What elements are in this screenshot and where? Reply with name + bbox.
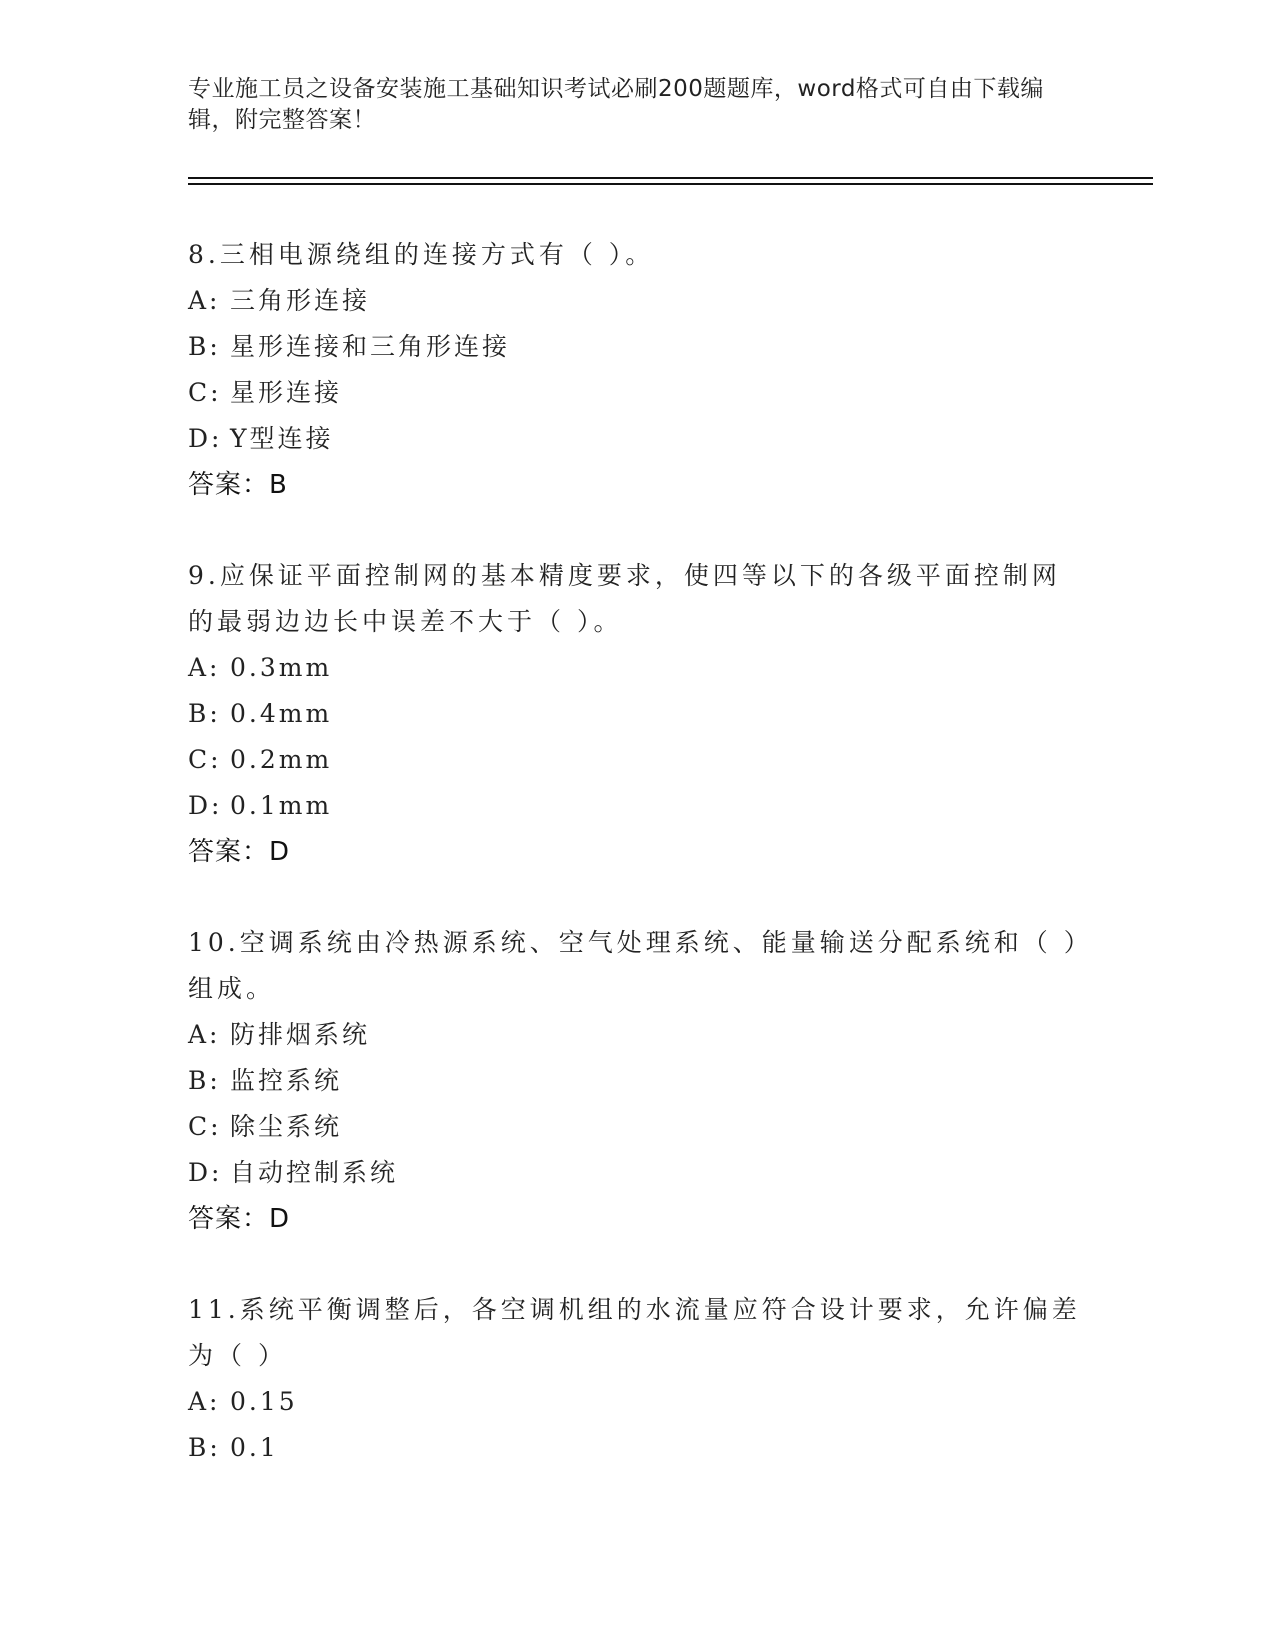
option-letter: A: [188, 1387, 221, 1416]
option-letter: B: [188, 1433, 221, 1462]
option-text: 0.2mm [230, 745, 333, 774]
option-text: 自动控制系统 [230, 1158, 399, 1187]
option-letter: D: [188, 1158, 223, 1187]
option-c [188, 1104, 1088, 1150]
option-letter: D: [188, 424, 223, 453]
option-c [188, 370, 1088, 416]
option-d [188, 416, 1088, 462]
option-text: 三角形连接 [230, 286, 371, 315]
document-header-title: 专业施工员之设备安装施工基础知识考试必刷200题题库，word格式可自由下载编辑，附完整答案！ [188, 76, 1044, 133]
option-text: 防排烟系统 [230, 1020, 371, 1049]
question-11 [188, 1287, 1088, 1471]
question-list [188, 232, 1088, 1516]
option-text: 除尘系统 [230, 1112, 343, 1141]
option-c [188, 737, 1088, 783]
option-b [188, 1425, 1088, 1471]
option-letter: A: [188, 1020, 221, 1049]
answer-line: 答案：D [188, 837, 291, 867]
question-text: 11.系统平衡调整后，各空调机组的水流量应符合设计要求，允许偏差为（ ） [188, 1295, 1081, 1370]
option-a [188, 645, 1088, 691]
question-text: 9.应保证平面控制网的基本精度要求，使四等以下的各级平面控制网的最弱边边长中误差不大于（ ）。 [188, 561, 1061, 636]
option-text: 0.1mm [230, 791, 333, 820]
option-text: 星形连接 [230, 378, 343, 407]
option-a [188, 278, 1088, 324]
answer-line: 答案：B [188, 470, 288, 500]
question-9 [188, 553, 1088, 875]
option-text: Y型连接 [230, 424, 334, 453]
option-text: 0.4mm [230, 699, 333, 728]
option-d [188, 783, 1088, 829]
answer-line: 答案：D [188, 1204, 291, 1234]
option-d [188, 1150, 1088, 1196]
option-text: 0.3mm [230, 653, 333, 682]
option-letter: C: [188, 378, 222, 407]
option-letter: C: [188, 745, 222, 774]
option-letter: B: [188, 1066, 221, 1095]
option-letter: B: [188, 699, 221, 728]
option-text: 监控系统 [230, 1066, 343, 1095]
option-letter: B: [188, 332, 221, 361]
option-text: 0.15 [230, 1387, 298, 1416]
option-text: 0.1 [230, 1433, 279, 1462]
option-b [188, 691, 1088, 737]
question-8 [188, 232, 1088, 508]
option-b [188, 324, 1088, 370]
option-a [188, 1379, 1088, 1425]
question-text: 10.空调系统由冷热源系统、空气处理系统、能量输送分配系统和（ ）组成。 [188, 928, 1081, 1003]
option-b [188, 1058, 1088, 1104]
option-letter: A: [188, 653, 221, 682]
option-letter: A: [188, 286, 221, 315]
option-a [188, 1012, 1088, 1058]
question-text: 8.三相电源绕组的连接方式有（ ）。 [188, 240, 655, 269]
header-divider-top [188, 177, 1153, 179]
option-text: 星形连接和三角形连接 [230, 332, 511, 361]
question-10 [188, 920, 1088, 1242]
option-letter: C: [188, 1112, 222, 1141]
header-divider-bottom [188, 183, 1153, 185]
option-letter: D: [188, 791, 223, 820]
